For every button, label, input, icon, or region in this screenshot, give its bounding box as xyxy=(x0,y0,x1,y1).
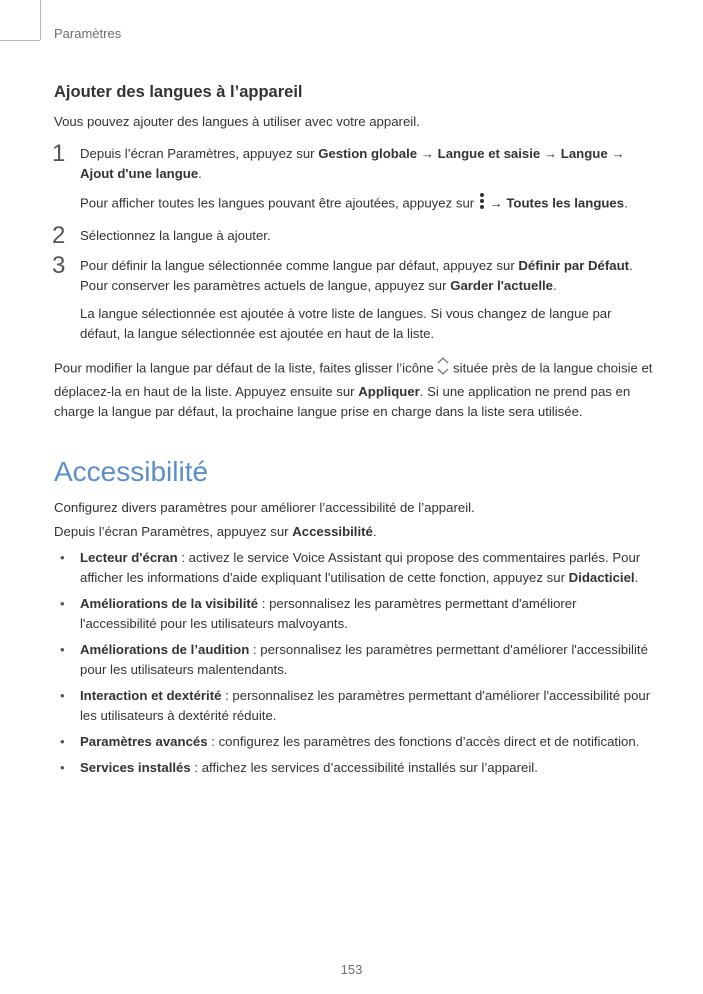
step-2-text: Sélectionnez la langue à ajouter. xyxy=(80,228,271,243)
steps-list xyxy=(52,140,654,344)
step-number: 2 xyxy=(52,222,66,249)
page-content xyxy=(54,80,654,778)
list-item: • Paramètres avancés : configurez les paramètres des fonctions d’accès direct et de notification. xyxy=(54,732,654,752)
section-heading-accessibility: Accessibilité xyxy=(54,456,209,487)
step-3 xyxy=(52,252,654,344)
accessibility-path: Depuis l’écran Paramètres, appuyez sur Accessibilité. xyxy=(54,524,377,539)
accessibility-intro: Configurez divers paramètres pour améliorer l’accessibilité de l’appareil. xyxy=(54,500,475,515)
reorder-icon xyxy=(437,356,449,382)
list-item: • Améliorations de l’audition : personnalisez les paramètres permettant d'améliorer l'accessibilité pour les utilisateurs malentendants. xyxy=(60,642,648,677)
list-item: • Améliorations de la visibilité : personnalisez les paramètres permettant d'améliorer l'accessibilité pour les utilisateurs malvoyants. xyxy=(60,596,577,631)
page-number: 153 xyxy=(340,962,363,977)
bullet-dot-icon: • xyxy=(60,642,65,657)
reorder-instructions: Pour modifier la langue par défaut de la liste, faites glisser l’icône située près de la langue choisie et déplacez-la en haut de la liste. Appuyez ensuite sur Appliquer. Si une application ne prend pas en charge la langue par défaut, la prochaine langue prise en charge dans la liste sera utilisée. xyxy=(54,356,654,422)
more-vertical-icon xyxy=(478,192,486,216)
step-3-text: Pour définir la langue sélectionnée comme langue par défaut, appuyez sur Définir par Défaut. Pour conserver les paramètres actuels de langue, appuyez sur Garder l'actuelle. xyxy=(80,258,633,293)
bullet-dot-icon: • xyxy=(60,550,65,565)
step-2 xyxy=(52,222,654,249)
accessibility-options-list xyxy=(54,548,654,778)
crop-mark-horizontal xyxy=(0,40,40,41)
bullet-dot-icon: • xyxy=(60,688,65,703)
step-number: 3 xyxy=(52,252,66,279)
step-1-subtext: Pour afficher toutes les langues pouvant être ajoutées, appuyez sur → Toutes les langues. xyxy=(80,192,654,216)
step-3-subtext: La langue sélectionnée est ajoutée à votre liste de langues. Si vous changez de langue par défaut, la langue sélectionnée est ajoutée en haut de la liste. xyxy=(80,306,612,341)
languages-intro: Vous pouvez ajouter des langues à utiliser avec votre appareil. xyxy=(54,114,420,129)
crop-mark-vertical xyxy=(40,0,41,40)
section-heading-languages: Ajouter des langues à l’appareil xyxy=(54,83,303,101)
list-item: • Lecteur d'écran : activez le service Voice Assistant qui propose des commentaires parlés. Pour afficher les informations d'aide expliquant l'utilisation de cette fonction, appuyez sur Didacticiel. xyxy=(60,550,641,585)
step-number: 1 xyxy=(52,140,66,167)
step-1-text: Depuis l’écran Paramètres, appuyez sur Gestion globale → Langue et saisie → Langue → Ajout d'une langue. xyxy=(80,146,625,181)
running-header: Paramètres xyxy=(54,26,122,41)
step-1 xyxy=(52,140,654,216)
bullet-dot-icon: • xyxy=(60,760,65,775)
bullet-dot-icon: • xyxy=(60,734,65,749)
list-item: • Interaction et dextérité : personnalisez les paramètres permettant d'améliorer l'accessibilité pour les utilisateurs à dextérité réduite. xyxy=(60,688,651,723)
bullet-dot-icon: • xyxy=(60,596,65,611)
list-item: • Services installés : affichez les services d’accessibilité installés sur l’appareil. xyxy=(54,758,654,778)
